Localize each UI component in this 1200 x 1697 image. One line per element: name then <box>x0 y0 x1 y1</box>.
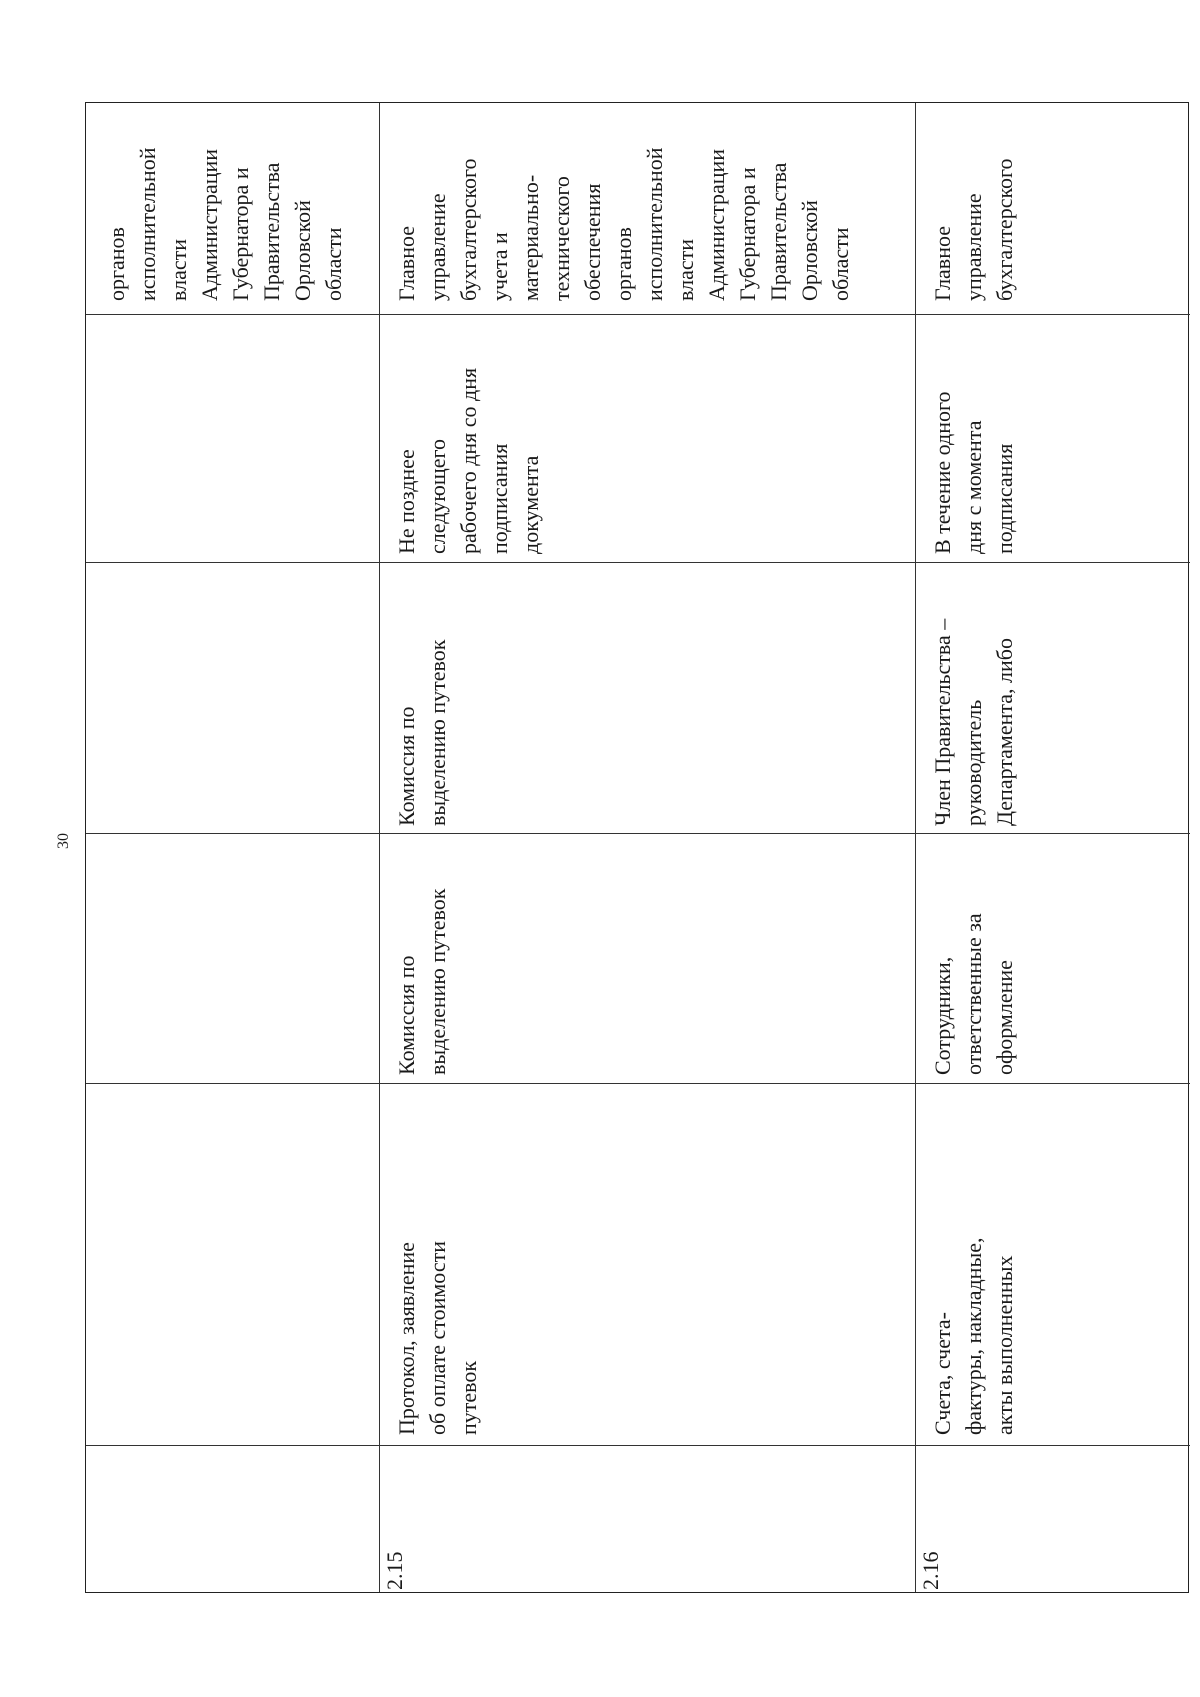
cell-text: Главное управление бухгалтерского учета и материально- технического обеспечения органов исполнительной власти Администрации Губернатора и Правительства Орловской области <box>394 147 853 301</box>
cell-text: Член Правительства – руководитель Департамента, либо <box>930 618 1017 826</box>
cell-text: В течение одного дня с момента подписания <box>930 391 1017 554</box>
row-2-15-recipient <box>379 103 915 314</box>
cell-text: Протокол, заявление об оплате стоимости путевок <box>394 1240 481 1435</box>
row-2-15-compiler <box>379 833 915 1083</box>
row-2-16-number <box>915 1445 1190 1594</box>
row-2-16-recipient <box>915 103 1190 314</box>
document-table <box>85 102 1189 1593</box>
cell-text: Не позднее следующего рабочего дня со дня подписания документа <box>394 367 543 554</box>
cell-text: 2.16 <box>918 1551 943 1590</box>
row-1-recipient <box>86 103 379 314</box>
cell-text: Главное управление бухгалтерского <box>930 158 1017 301</box>
row-2-15-deadline <box>379 314 915 562</box>
cell-text: органов исполнительной власти Администрации Губернатора и Правительства Орловской области <box>104 147 346 301</box>
cell-text: Сотрудники, ответственные за оформление <box>930 913 1017 1075</box>
row-2-16-deadline <box>915 314 1190 562</box>
row-2-16-signer <box>915 562 1190 833</box>
page-number: 30 <box>55 833 72 849</box>
cell-text: Счета, счета- фактуры, накладные, акты выполненных <box>930 1237 1017 1435</box>
row-2-15-number <box>379 1445 915 1594</box>
row-2-15-signer <box>379 562 915 833</box>
cell-text: 2.15 <box>382 1551 407 1590</box>
cell-text: Комиссия по выделению путевок <box>394 639 450 826</box>
cell-text: Комиссия по выделению путевок <box>394 888 450 1075</box>
row-2-15-document <box>379 1083 915 1445</box>
row-2-16-compiler <box>915 833 1190 1083</box>
row-2-16-document <box>915 1083 1190 1445</box>
